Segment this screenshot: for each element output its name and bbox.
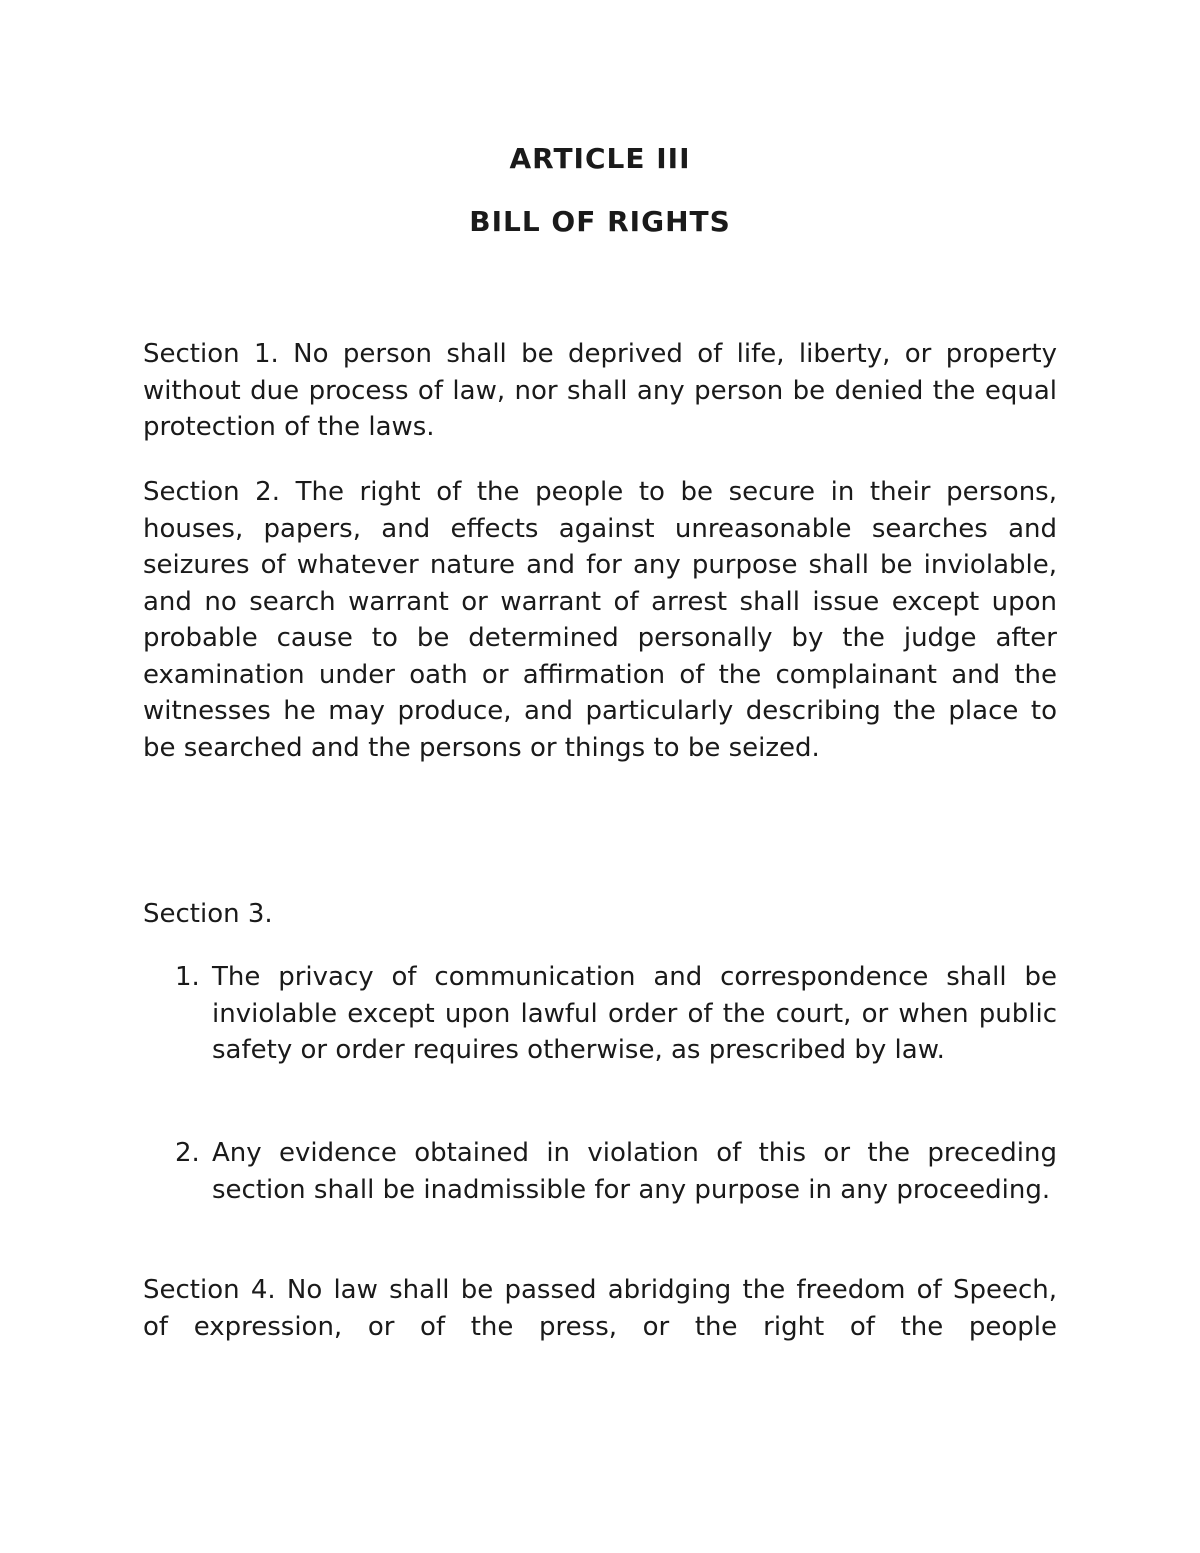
bill-of-rights-heading: BILL OF RIGHTS xyxy=(469,205,731,238)
article-heading: ARTICLE III xyxy=(509,142,691,175)
section-3-title: Section 3. xyxy=(143,899,273,929)
list-item-number: 1. xyxy=(175,962,200,992)
section-1-paragraph: Section 1. No person shall be deprived of life, liberty, or property without due process of law, nor shall any person be denied the equal protection of the laws. xyxy=(143,339,1057,442)
section-4-paragraph: Section 4. No law shall be passed abridging the freedom of Speech, of expression, or of the press, or the right of the people xyxy=(143,1275,1057,1342)
list-item xyxy=(143,959,1057,1069)
list-item-number: 2. xyxy=(175,1138,200,1168)
list-item-text: Any evidence obtained in violation of this or the preceding section shall be inadmissible for any purpose in any proceeding. xyxy=(212,1138,1057,1205)
list-item-text: The privacy of communication and correspondence shall be inviolable except upon lawful order of the court, or when public safety or order requires otherwise, as prescribed by law. xyxy=(212,962,1057,1065)
section-2-paragraph: Section 2. The right of the people to be secure in their persons, houses, papers, and effects against unreasonable searches and seizures of whatever nature and for any purpose shall be inviolable, and no search warrant or warrant of arrest shall issue except upon probable cause to be determined personally by the judge after examination under oath or affirmation of the complainant and the witnesses he may produce, and particularly describing the place to be searched and the persons or things to be seized. xyxy=(143,477,1057,763)
list-item xyxy=(143,1135,1057,1208)
